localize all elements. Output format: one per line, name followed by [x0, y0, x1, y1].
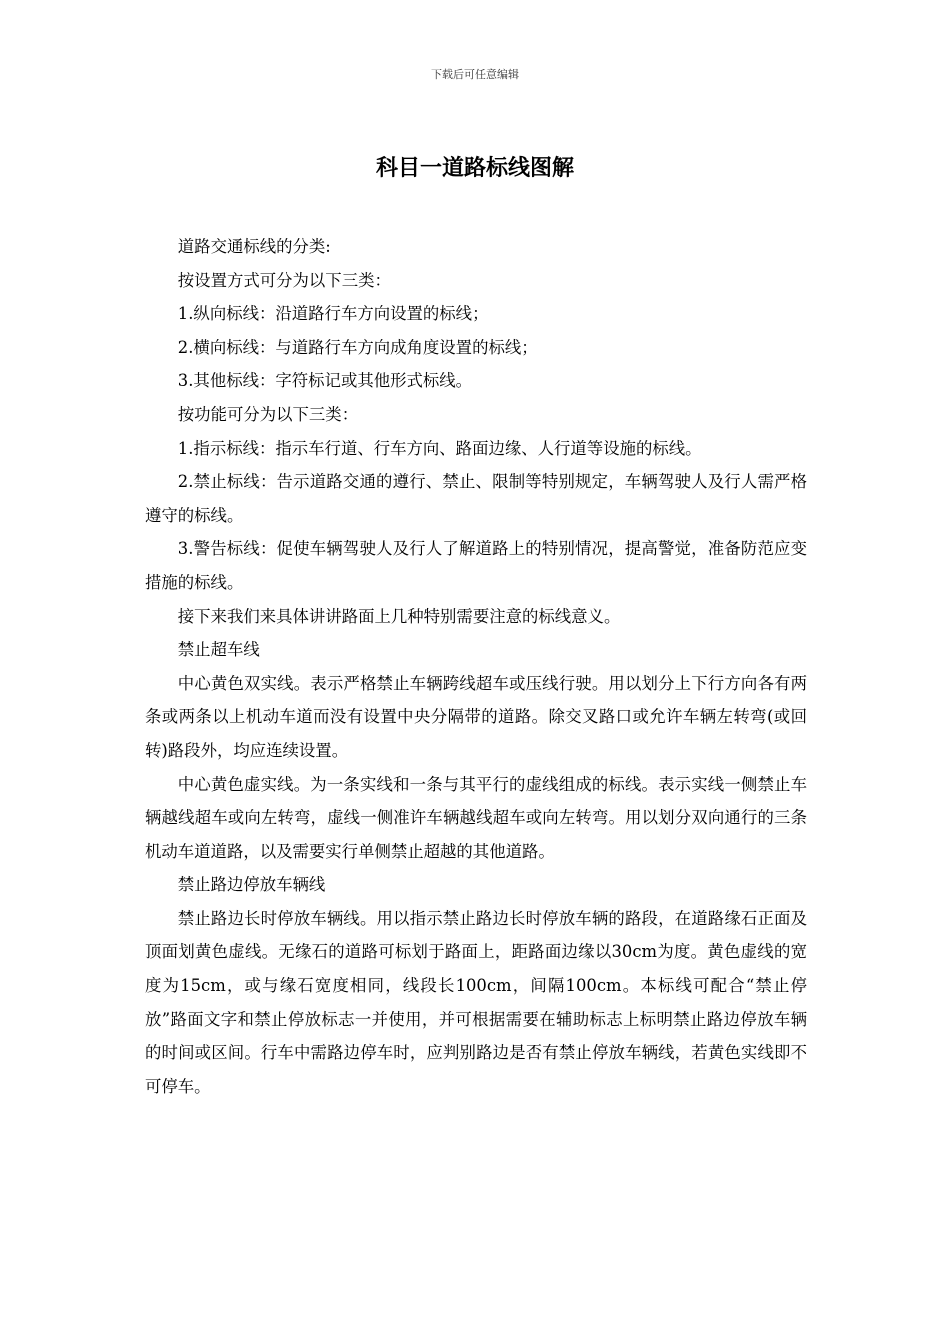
paragraph-classification-intro: 道路交通标线的分类:	[177, 237, 331, 256]
paragraph-transverse: 2.横向标线：与道路行车方向成角度设置的标线；	[177, 337, 538, 357]
paragraph-no-parking-line: 禁止路边长时停放车辆线。用以指示禁止路边长时停放车辆的路段，在道路缘石正面及顶面划黄色虚线。无缘石的道路可标划于路面上，距路面边缘以30cm为度。黄色虚线的宽度为15cm，或与缘石宽度相同，线段长100cm，间隔100cm。本标线可配合“禁止停放”路面文字和禁止停放标志一并使用，并可根据需要在辅助标志上标明禁止路边停放车辆的时间或区间。行车中需路边停车时，应判别路边是否有禁止停放车辆线，若黄色实线即不可停车。	[145, 908, 807, 1096]
paragraph-solid-dashed: 中心黄色虚实线。为一条实线和一条与其平行的虚线组成的标线。表示实线一侧禁止车辆越线超车或向左转弯，虚线一侧准许车辆越线超车或向左转弯。用以划分双向通行的三条机动车道道路，以及需要实行单侧禁止超越的其他道路。	[145, 774, 807, 861]
section-heading-no-parking: 禁止路边停放车辆线	[177, 875, 326, 895]
document-body	[145, 230, 807, 1103]
paragraph-other-markings: 3.其他标线：字符标记或其他形式标线。	[177, 371, 473, 391]
paragraph-warning: 3.警告标线：促使车辆驾驶人及行人了解道路上的特别情况，提高警觉，准备防范应变措施的标线。	[145, 539, 807, 592]
paragraph-indicating: 1.指示标线：指示车行道、行车方向、路面边缘、人行道等设施的标线。	[177, 438, 702, 458]
paragraph-double-solid: 中心黄色双实线。表示严格禁止车辆跨线超车或压线行驶。用以划分上下行方向各有两条或两条以上机动车道而没有设置中央分隔带的道路。除交叉路口或允许车辆左转弯(或回转)路段外，均应连续设置。	[145, 673, 807, 760]
paragraph-transition: 接下来我们来具体讲讲路面上几种特别需要注意的标线意义。	[177, 606, 621, 626]
document-title: 科目一道路标线图解	[375, 156, 574, 181]
header-note: 下载后可任意编辑	[431, 68, 519, 81]
paragraph-prohibiting: 2.禁止标线：告示道路交通的遵行、禁止、限制等特别规定，车辆驾驶人及行人需严格遵守的标线。	[145, 472, 807, 525]
paragraph-longitudinal: 1.纵向标线：沿道路行车方向设置的标线；	[177, 304, 489, 324]
paragraph-by-function: 按功能可分为以下三类：	[177, 404, 359, 424]
section-heading-no-overtaking: 禁止超车线	[177, 640, 260, 660]
paragraph-by-method: 按设置方式可分为以下三类：	[177, 270, 391, 290]
